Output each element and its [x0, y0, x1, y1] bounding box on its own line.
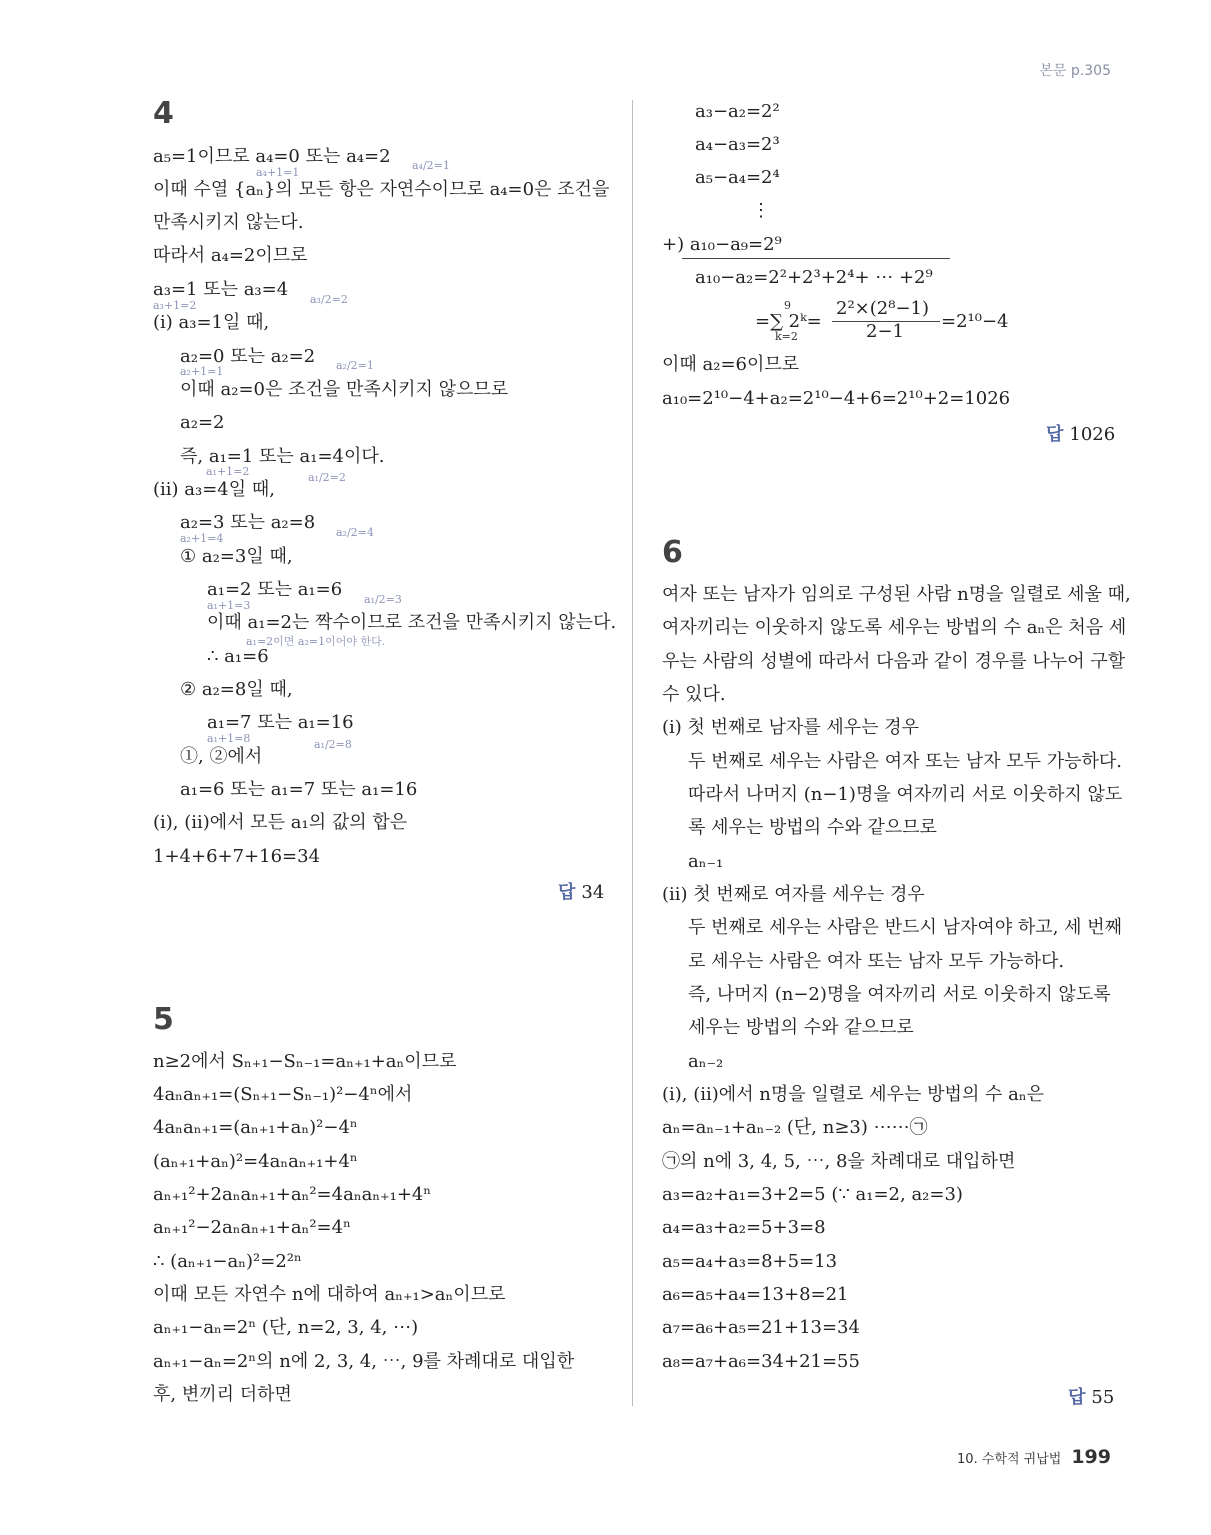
annotation: a₁=2이면 a₂=1이어야 한다. [246, 635, 386, 648]
solution-line: (ⅰ), (ⅱ)에서 모든 a₁의 값의 합은 [153, 812, 408, 833]
solution-line: a₆=a₅+a₄=13+8=21 [662, 1284, 849, 1305]
solution-line: 수 있다. [662, 684, 726, 705]
solution-line: (ⅰ), (ⅱ)에서 n명을 일렬로 세우는 방법의 수 aₙ은 [662, 1084, 1045, 1105]
annotation: a₁+1=2 [206, 465, 250, 478]
solution-line: 이때 모든 자연수 n에 대하여 aₙ₊₁>aₙ이므로 [153, 1284, 506, 1305]
telescoping-line: a₅−a₄=2⁴ [695, 167, 780, 188]
solution-line: a₂=2 [180, 412, 225, 433]
answer-label: 답 [558, 882, 576, 903]
answer-value: 34 [581, 882, 605, 903]
page-footer [957, 1446, 1111, 1468]
solution-line: a₁=7 또는 a₁=16 [207, 712, 354, 733]
solution-line: n≥2에서 Sₙ₊₁−Sₙ₋₁=aₙ₊₁+aₙ이므로 [153, 1051, 457, 1072]
solution-line: 즉, 나머지 (n−2)명을 여자끼리 서로 이웃하지 않도록 [688, 984, 1111, 1005]
answer-6 [1068, 1383, 1114, 1409]
solution-line: a₃=1 또는 a₃=4 [153, 279, 289, 300]
solution-line: a₃=a₂+a₁=3+2=5 (∵ a₁=2, a₂=3) [662, 1184, 963, 1205]
solution-line: (ⅰ) 첫 번째로 남자를 세우는 경우 [662, 717, 920, 738]
page-number: 199 [1071, 1446, 1111, 1468]
annotation: a₁+1=3 [207, 599, 251, 612]
answer-value: 55 [1091, 1387, 1115, 1408]
solution-line: 1+4+6+7+16=34 [153, 846, 321, 867]
solution-line: 이때 a₁=2는 짝수이므로 조건을 만족시키지 않는다. [207, 612, 617, 633]
annotation: a₂+1=1 [180, 365, 224, 378]
solution-line: (ⅱ) 첫 번째로 여자를 세우는 경우 [662, 884, 925, 905]
solution-line: 이때 a₂=0은 조건을 만족시키지 않으므로 [180, 379, 509, 400]
solution-line: ∴ (aₙ₊₁−aₙ)²=2²ⁿ [153, 1251, 302, 1272]
annotation: a₁/2=2 [308, 471, 346, 484]
solution-line: aₙ₊₁²−2aₙaₙ₊₁+aₙ²=4ⁿ [153, 1217, 351, 1238]
solution-line: ① a₂=3일 때, [180, 546, 293, 567]
sum-result: =2¹⁰−4 [941, 311, 1009, 332]
telescoping-line: +) a₁₀−a₉=2⁹ [662, 234, 782, 255]
solution-line: a₂=0 또는 a₂=2 [180, 346, 316, 367]
annotation: a₁/2=8 [314, 738, 352, 751]
annotation: a₃/2=2 [310, 293, 348, 306]
answer-4 [558, 878, 604, 904]
solution-line: 만족시키지 않는다. [153, 212, 304, 233]
solution-line: a₅=a₄+a₃=8+5=13 [662, 1251, 838, 1272]
annotation: a₃+1=2 [153, 299, 197, 312]
solution-line: 따라서 나머지 (n−1)명을 여자끼리 서로 이웃하지 않도 [688, 784, 1123, 805]
annotation: a₁+1=8 [207, 732, 251, 745]
answer-label: 답 [1068, 1387, 1086, 1408]
fraction-denominator: 2−1 [866, 321, 904, 342]
solution-line: 즉, a₁=1 또는 a₁=4이다. [180, 446, 385, 467]
annotation: a₂/2=1 [336, 359, 374, 372]
sum-expression: =∑ 2ᵏ= [755, 311, 822, 332]
solution-line: aₙ₊₁−aₙ=2ⁿ의 n에 2, 3, 4, ⋯, 9를 차례대로 대입한 [153, 1351, 575, 1372]
solution-line: 록 세우는 방법의 수와 같으므로 [688, 817, 937, 838]
problem-number-4: 4 [153, 96, 174, 131]
solution-line: aₙ₊₁−aₙ=2ⁿ (단, n=2, 3, 4, ⋯) [153, 1317, 419, 1338]
solution-line: ㉠의 n에 3, 4, 5, ⋯, 8을 차례대로 대입하면 [662, 1151, 1016, 1172]
telescoping-line: a₃−a₂=2² [695, 101, 780, 122]
solution-line: 4aₙaₙ₊₁=(Sₙ₊₁−Sₙ₋₁)²−4ⁿ에서 [153, 1084, 413, 1105]
sum-lower-limit: k=2 [775, 330, 798, 343]
sum-rule [682, 258, 950, 259]
solution-line: 4aₙaₙ₊₁=(aₙ₊₁+aₙ)²−4ⁿ [153, 1117, 358, 1138]
solution-line: a₅=1이므로 a₄=0 또는 a₄=2 [153, 146, 391, 167]
column-divider [632, 100, 633, 1406]
annotation: a₄+1=1 [256, 166, 300, 179]
solution-line: 따라서 a₄=2이므로 [153, 245, 308, 266]
solution-line: ② a₂=8일 때, [180, 679, 293, 700]
solution-line: 여자끼리는 이웃하지 않도록 세우는 방법의 수 aₙ은 처음 세 [662, 617, 1127, 638]
solution-line: 두 번째로 세우는 사람은 반드시 남자여야 하고, 세 번째 [688, 917, 1123, 938]
solution-line: 이때 a₂=6이므로 [662, 354, 800, 375]
fraction-numerator: 2²×(2⁸−1) [836, 298, 929, 319]
solution-line: 세우는 방법의 수와 같으므로 [688, 1017, 914, 1038]
solution-line: (aₙ₊₁+aₙ)²=4aₙaₙ₊₁+4ⁿ [153, 1151, 358, 1172]
annotation: a₄/2=1 [412, 159, 450, 172]
solution-line: a₁=6 또는 a₁=7 또는 a₁=16 [180, 779, 418, 800]
solution-line: aₙ₊₁²+2aₙaₙ₊₁+aₙ²=4aₙaₙ₊₁+4ⁿ [153, 1184, 432, 1205]
solution-line: a₁₀=2¹⁰−4+a₂=2¹⁰−4+6=2¹⁰+2=1026 [662, 388, 1011, 409]
problem-number-5: 5 [153, 1002, 174, 1037]
solution-line: a₁=2 또는 a₁=6 [207, 579, 343, 600]
solution-line: 로 세우는 사람은 여자 또는 남자 모두 가능하다. [688, 951, 1065, 972]
solution-line: (ⅱ) a₃=4일 때, [153, 479, 275, 500]
solution-line: a₇=a₆+a₅=21+13=34 [662, 1317, 860, 1338]
vertical-ellipsis: ⋮ [752, 200, 770, 221]
solution-line: 이때 수열 {aₙ}의 모든 항은 자연수이므로 a₄=0은 조건을 [153, 179, 610, 200]
annotation: a₁/2=3 [364, 593, 402, 606]
telescoping-line: a₄−a₃=2³ [695, 134, 780, 155]
solution-line: a₄=a₃+a₂=5+3=8 [662, 1217, 826, 1238]
sum-line: a₁₀−a₂=2²+2³+2⁴+ ⋯ +2⁹ [695, 267, 933, 288]
answer-value: 1026 [1069, 424, 1116, 445]
solution-line: ∴ a₁=6 [207, 646, 269, 667]
solution-line: 후, 변끼리 더하면 [153, 1384, 292, 1405]
solution-line: 두 번째로 세우는 사람은 여자 또는 남자 모두 가능하다. [688, 751, 1123, 772]
solution-line: aₙ=aₙ₋₁+aₙ₋₂ (단, n≥3) ⋯⋯㉠ [662, 1117, 928, 1138]
answer-label: 답 [1046, 424, 1064, 445]
solution-line: ①, ②에서 [180, 746, 263, 767]
solution-line: (ⅰ) a₃=1일 때, [153, 312, 270, 333]
problem-number-6: 6 [662, 535, 683, 570]
solution-line: 여자 또는 남자가 임의로 구성된 사람 n명을 일렬로 세울 때, [662, 584, 1131, 605]
sum-upper-limit: 9 [784, 299, 791, 312]
answer-5 [1046, 420, 1115, 446]
solution-line: aₙ₋₂ [688, 1051, 724, 1072]
solution-line: 우는 사람의 성별에 따라서 다음과 같이 경우를 나누어 구할 [662, 651, 1126, 672]
annotation: a₂/2=4 [336, 526, 374, 539]
solution-line: a₈=a₇+a₆=34+21=55 [662, 1351, 860, 1372]
solution-line: aₙ₋₁ [688, 851, 724, 872]
solution-line: a₂=3 또는 a₂=8 [180, 512, 316, 533]
page-reference: 본문 p.305 [1039, 63, 1111, 79]
annotation: a₂+1=4 [180, 532, 224, 545]
chapter-title: 10. 수학적 귀납법 [957, 1452, 1062, 1467]
